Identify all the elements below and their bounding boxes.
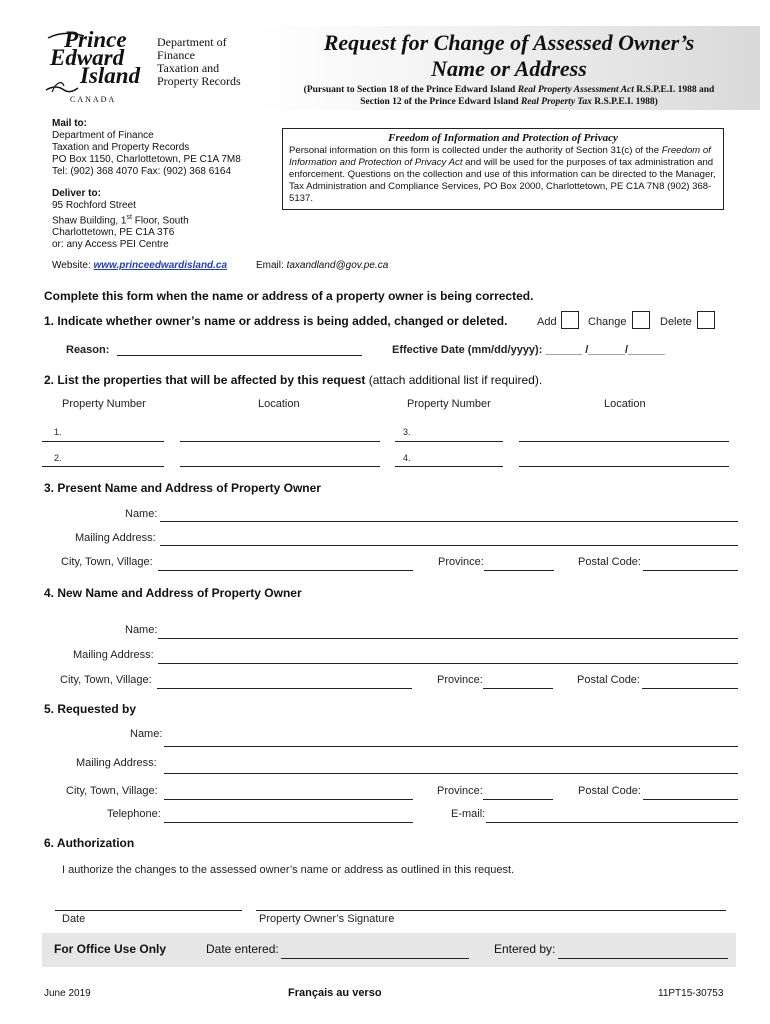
requester-province-label: Province: — [437, 785, 483, 797]
subtitle-act: Real Property Tax — [520, 97, 592, 107]
logo-canada: CANADA — [70, 95, 117, 104]
form-subtitle-line1 — [258, 84, 760, 96]
requester-mailing-label: Mailing Address: — [76, 757, 157, 769]
form-title-line1: Request for Change of Assessed Owner’s — [323, 30, 695, 55]
location-field-1[interactable] — [180, 441, 380, 442]
date-entered-label: Date entered: — [206, 942, 279, 956]
row-number: 1. — [54, 427, 62, 437]
new-name-field[interactable] — [158, 638, 738, 639]
subtitle-text: (Pursuant to Section 18 of the Prince Edward Island — [303, 85, 518, 95]
entered-by-field[interactable] — [558, 958, 728, 959]
requester-email-label: E-mail: — [451, 808, 486, 820]
requester-email-field[interactable] — [486, 822, 738, 823]
deliver-to-heading: Deliver to: — [52, 188, 101, 199]
present-mailing-label: Mailing Address: — [75, 532, 156, 544]
footer-form-code: 11PT15-30753 — [658, 988, 724, 999]
new-postal-field[interactable] — [642, 688, 738, 689]
present-name-label: Name: — [125, 508, 158, 520]
logo-edward: Edward — [50, 45, 125, 70]
requester-mailing-field[interactable] — [164, 773, 738, 774]
website-label: Website: — [52, 260, 94, 271]
present-postal-label: Postal Code: — [578, 556, 641, 568]
requester-telephone-field[interactable] — [164, 822, 413, 823]
privacy-text-part: Personal information on this form is collected under the authority of Section 31(c) of the — [289, 145, 662, 156]
new-city-label: City, Town, Village: — [60, 674, 152, 686]
row-number: 4. — [403, 453, 411, 463]
reason-field[interactable] — [117, 355, 362, 356]
date-field[interactable] — [55, 910, 242, 911]
footer-french-link[interactable]: Français au verso — [288, 987, 382, 999]
website-row — [52, 260, 227, 272]
email-label: Email: — [256, 260, 287, 271]
department-line3: Taxation and — [157, 61, 220, 75]
privacy-title: Freedom of Information and Protection of Privacy — [388, 132, 618, 144]
deliver-line: Charlottetown, PE C1A 3T6 — [52, 227, 175, 239]
requester-postal-label: Postal Code: — [578, 785, 641, 797]
delete-checkbox[interactable] — [697, 311, 715, 329]
privacy-notice-box — [282, 128, 724, 210]
property-number-field-3[interactable] — [395, 441, 503, 442]
privacy-text-part: and will be used for the purposes of tax administration and enforcement. Questions on the collection and use of this information can be directed to the Manager, Tax Administration and Compliance Services, PO Box 2000, Charlottetown, PE C1A 7N8 (902) 368-5137. — [289, 157, 716, 204]
logo-island: Island — [80, 63, 141, 88]
col-location-2: Location — [604, 398, 646, 410]
form-title-line2: Name or Address — [431, 56, 587, 81]
section1-heading: 1. Indicate whether owner’s name or address is being added, changed or deleted. — [44, 314, 508, 328]
deliver-sup: st — [126, 214, 132, 221]
requester-postal-field[interactable] — [643, 799, 738, 800]
department-block — [157, 36, 241, 88]
property-number-field-1[interactable] — [42, 441, 164, 442]
col-property-number-1: Property Number — [62, 398, 146, 410]
property-number-field-4[interactable] — [395, 466, 503, 467]
mail-line: Tel: (902) 368 4070 Fax: (902) 368 6164 — [52, 166, 232, 177]
deliver-to-block — [52, 188, 189, 251]
new-province-label: Province: — [437, 674, 483, 686]
date-entered-field[interactable] — [281, 958, 469, 959]
date-label: Date — [62, 913, 86, 925]
section6-heading: 6. Authorization — [44, 836, 135, 850]
requester-telephone-label: Telephone: — [107, 808, 161, 820]
privacy-text — [289, 145, 717, 205]
pei-logo — [44, 28, 144, 106]
section5-heading: 5. Requested by — [44, 702, 137, 716]
row-number: 2. — [54, 453, 62, 463]
intro-text: Complete this form when the name or address of a property owner is being corrected. — [44, 289, 534, 303]
property-number-field-2[interactable] — [42, 466, 164, 467]
new-mailing-label: Mailing Address: — [73, 649, 154, 661]
col-location-1: Location — [258, 398, 300, 410]
new-province-field[interactable] — [483, 688, 553, 689]
deliver-line: or: any Access PEI Centre — [52, 239, 169, 251]
present-province-label: Province: — [438, 556, 484, 568]
privacy-act-name: Freedom of Information and Protection of Privacy Act — [289, 145, 711, 168]
present-city-field[interactable] — [158, 570, 413, 571]
requester-city-label: City, Town, Village: — [66, 785, 158, 797]
email-value: taxandland@gov.pe.ca — [286, 260, 389, 271]
location-field-4[interactable] — [519, 466, 729, 467]
requester-name-field[interactable] — [164, 746, 738, 747]
department-line1: Department of — [157, 35, 227, 49]
new-name-label: Name: — [125, 624, 158, 636]
change-label: Change — [588, 316, 627, 328]
col-property-number-2: Property Number — [407, 398, 491, 410]
section2-note: (attach additional list if required). — [365, 373, 543, 387]
department-line4: Property Records — [157, 74, 241, 88]
signature-field[interactable] — [256, 910, 726, 911]
section3-heading: 3. Present Name and Address of Property Owner — [44, 481, 321, 495]
authorization-text: I authorize the changes to the assessed owner’s name or address as outlined in this request. — [62, 864, 515, 876]
reason-label: Reason: — [66, 344, 110, 356]
present-postal-field[interactable] — [643, 570, 738, 571]
office-use-bar — [42, 933, 736, 967]
entered-by-label: Entered by: — [494, 942, 556, 956]
deliver-line: 95 Rochford Street — [52, 200, 136, 211]
requester-province-field[interactable] — [483, 799, 553, 800]
signature-label: Property Owner’s Signature — [259, 913, 395, 925]
logo-prince: Prince — [64, 27, 127, 52]
mail-line: PO Box 1150, Charlottetown, PE C1A 7M8 — [52, 154, 241, 165]
new-city-field[interactable] — [157, 688, 412, 689]
deliver-line — [52, 212, 189, 227]
new-postal-label: Postal Code: — [577, 674, 640, 686]
mail-line: Taxation and Property Records — [52, 142, 190, 153]
location-field-3[interactable] — [519, 441, 729, 442]
deliver-text: Shaw Building, 1 — [52, 215, 127, 227]
office-use-label: For Office Use Only — [54, 942, 167, 956]
form-subtitle-line2 — [258, 96, 760, 108]
section4-heading: 4. New Name and Address of Property Owner — [44, 586, 302, 600]
subtitle-act: Real Property Assessment Act — [517, 85, 634, 95]
requester-city-field[interactable] — [164, 799, 413, 800]
email-row — [256, 260, 388, 272]
present-province-field[interactable] — [484, 570, 554, 571]
add-checkbox[interactable] — [561, 311, 579, 329]
mail-to-block — [52, 118, 241, 178]
change-checkbox[interactable] — [632, 311, 650, 329]
department-line2: Finance — [157, 48, 195, 62]
deliver-text: Floor, South — [131, 215, 189, 227]
present-name-field[interactable] — [160, 521, 738, 522]
footer-date: June 2019 — [44, 988, 91, 999]
requester-name-label: Name: — [130, 728, 163, 740]
location-field-2[interactable] — [180, 466, 380, 467]
delete-label: Delete — [660, 316, 692, 328]
present-mailing-field[interactable] — [160, 545, 738, 546]
mail-line: Department of Finance — [52, 130, 154, 141]
subtitle-text: R.S.P.E.I. 1988) — [591, 97, 658, 107]
section2-title: 2. List the properties that will be affected by this request — [44, 373, 366, 387]
add-label: Add — [537, 316, 557, 328]
mail-to-heading: Mail to: — [52, 118, 87, 129]
title-banner — [258, 26, 760, 110]
effective-date-label: Effective Date (mm/dd/yyyy): ______ /______/______ — [392, 344, 665, 356]
section2-heading — [44, 373, 542, 387]
subtitle-text: R.S.P.E.I. 1988 and — [633, 85, 715, 95]
row-number: 3. — [403, 427, 411, 437]
new-mailing-field[interactable] — [158, 663, 738, 664]
subtitle-text: Section 12 of the Prince Edward Island — [360, 97, 521, 107]
present-city-label: City, Town, Village: — [61, 556, 153, 568]
website-link[interactable]: www.princeedwardisland.ca — [93, 260, 228, 271]
